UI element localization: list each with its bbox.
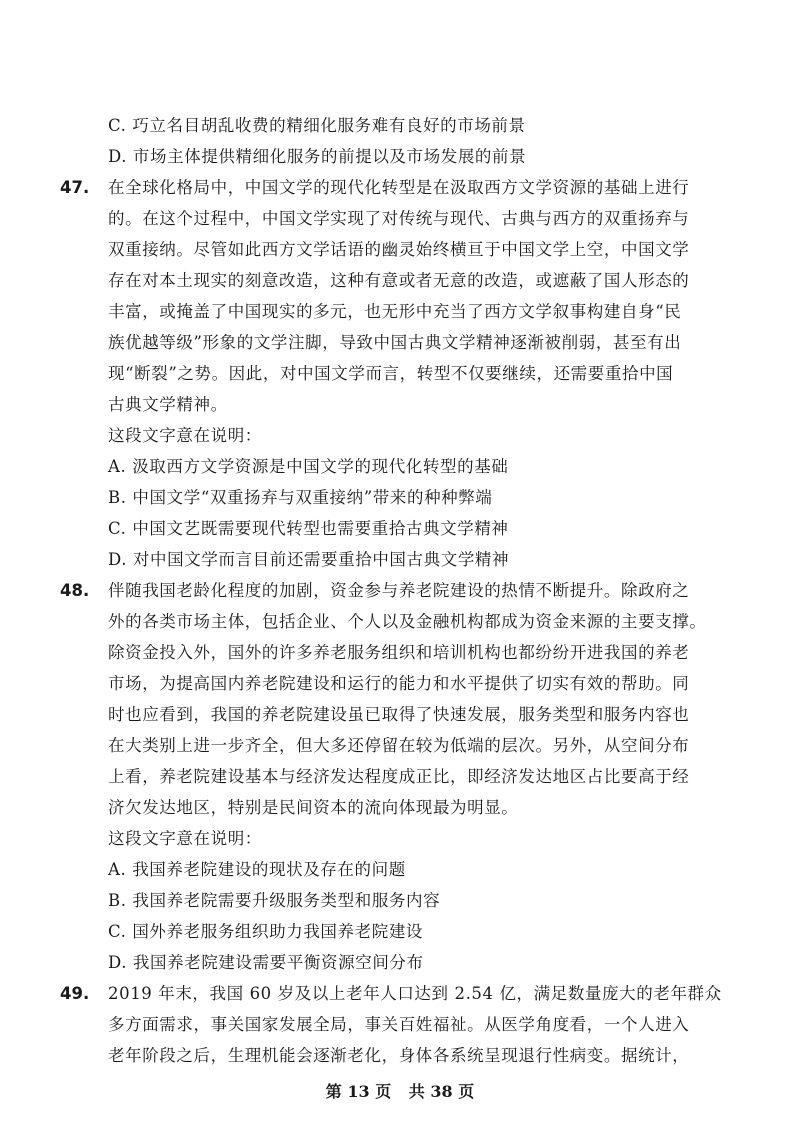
page-footer <box>0 1081 800 1103</box>
question-48-line: 外的各类市场主体，包括企业、个人以及金融机构都成为资金来源的主要支撑。 <box>108 612 707 631</box>
question-48-line: 在大类别上进一步齐全，但大多还停留在较为低端的层次。另外，从空间分布 <box>108 736 690 755</box>
question-47-option-b: B. 中国文学“双重扬弃与双重接纳”带来的种种弊端 <box>108 488 493 507</box>
question-47-line: 存在对本土现实的刻意改造，这种有意或者无意的改造，或遮蔽了国人形态的 <box>108 271 690 290</box>
question-47-line: 古典文学精神。 <box>108 395 228 414</box>
question-48-line: 伴随我国老龄化程度的加剧，资金参与养老院建设的热情不断提升。除政府之 <box>108 581 690 600</box>
page-number: 第 13 页 <box>325 1082 392 1101</box>
question-47-line: 双重接纳。尽管如此西方文学话语的幽灵始终横亘于中国文学上空，中国文学 <box>108 240 690 259</box>
question-48-line: 济欠发达地区，特别是民间资本的流向体现最为明显。 <box>108 798 519 817</box>
option-d: D. 市场主体提供精细化服务的前提以及市场发展的前景 <box>108 147 527 166</box>
question-48-option-c: C. 国外养老服务组织助力我国养老院建设 <box>108 922 424 941</box>
question-47-option-c: C. 中国文艺既需要现代转型也需要重拾古典文学精神 <box>108 519 509 538</box>
question-48-line: 上看，养老院建设基本与经济发达程度成正比，即经济发达地区占比要高于经 <box>108 767 690 786</box>
question-47-option-d: D. 对中国文学而言目前还需要重拾中国古典文学精神 <box>108 550 510 569</box>
question-48-line: 时也应看到，我国的养老院建设虽已取得了快速发展，服务类型和服务内容也 <box>108 705 690 724</box>
question-49-line: 多方面需求，事关国家发展全局，事关百姓福祉。从医学角度看，一个人进入 <box>108 1015 690 1034</box>
question-48-line: 市场，为提高国内养老院建设和运行的能力和水平提供了切实有效的帮助。同 <box>108 674 690 693</box>
question-48-option-b: B. 我国养老院需要升级服务类型和服务内容 <box>108 891 441 910</box>
question-49-line: 2019 年末，我国 60 岁及以上老年人口达到 2.54 亿，满足数量庞大的老年群众 <box>108 984 722 1003</box>
question-48-option-d: D. 我国养老院建设需要平衡资源空间分布 <box>108 953 424 972</box>
question-49-line: 老年阶段之后，生理机能会逐渐老化，身体各系统呈现退行性病变。据统计， <box>108 1046 690 1065</box>
page-total: 共 38 页 <box>408 1082 475 1101</box>
question-47-option-a: A. 汲取西方文学资源是中国文学的现代化转型的基础 <box>108 457 509 476</box>
question-number-47: 47. <box>60 178 90 197</box>
question-48-prompt: 这段文字意在说明： <box>108 829 262 848</box>
question-47-line: 在全球化格局中，中国文学的现代化转型是在汲取西方文学资源的基础上进行 <box>108 178 690 197</box>
question-47-line: 的。在这个过程中，中国文学实现了对传统与现代、古典与西方的双重扬弃与 <box>108 209 690 228</box>
question-47-line: 现“断裂”之势。因此，对中国文学而言，转型不仅要继续，还需要重拾中国 <box>108 364 674 383</box>
question-48-option-a: A. 我国养老院建设的现状及存在的问题 <box>108 860 406 879</box>
question-number-49: 49. <box>60 984 90 1003</box>
question-47-line: 族优越等级”形象的文学注脚，导致中国古典文学精神逐渐被削弱，甚至有出 <box>108 333 682 352</box>
question-47-line: 丰富，或掩盖了中国现实的多元，也无形中充当了西方文学叙事构建自身“民 <box>108 302 682 321</box>
question-47-prompt: 这段文字意在说明： <box>108 426 262 445</box>
option-c: C. 巧立名目胡乱收费的精细化服务难有良好的市场前景 <box>108 116 526 135</box>
question-48-line: 除资金投入外，国外的许多养老服务组织和培训机构也都纷纷开进我国的养老 <box>108 643 690 662</box>
question-number-48: 48. <box>60 581 90 600</box>
